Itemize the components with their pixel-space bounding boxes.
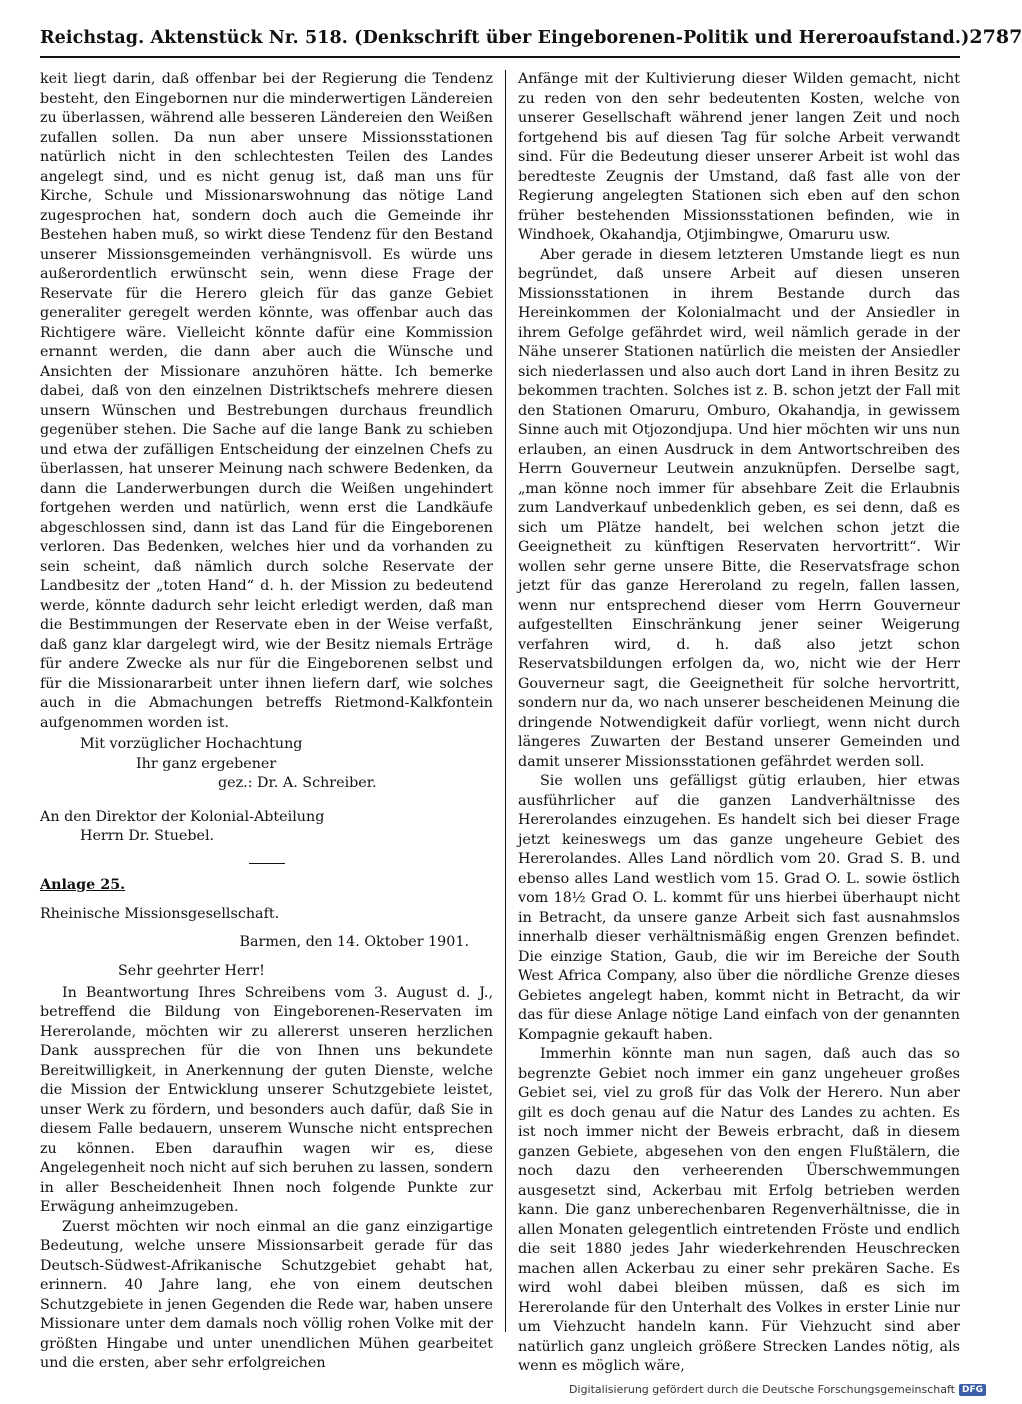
left-paragraph-1: keit liegt darin, daß offenbar bei der Regierung die Tendenz besteht, den Eingebornen nur die minderwertigen Ländereien zu überlassen, während alle besseren Ländereien den Weißen zufallen sollen. Da nun aber unsere Missionsstationen natürlich nicht in den schlechtesten Teilen des Landes angelegt sind, und es nicht genug ist, daß man uns für Kirche, Schule und Missionarswohnung das nötige Land zugesprochen hat, sondern doch auch die Gemeinde ihr Bestehen haben muß, so wirkt diese Tendenz für den Bestand unserer Missionsgemeinden verhängnisvoll. Es würde uns außerordentlich erwünscht sein, wenn diese Frage der Reservate für die Herero gleich für das ganze Gebiet generaliter geregelt werden könnte, was offenbar auch das Richtigere wäre. Vielleicht könnte dafür eine Kommission ernannt werden, die dann aber auch die Wünsche und Ansichten der Missionare anzuhören hätte. Ich bemerke dabei, daß von den einzelnen Distriktschefs mehrere diesen unsern Wünschen und Bestrebungen durchaus freundlich gegenüber stehen. Die Sache auf die lange Bank zu schieben und etwa der zufälligen Entscheidung der einzelnen Chefs zu überlassen, hat unserer Meinung nach schwere Bedenken, da dann die Landerwerbungen durch die Weißen ungehindert fortgehen werden und natürlich, wenn erst die Landkäufe abgeschlossen sind, dann ist das Land für die Eingeborenen verloren. Das Bedenken, welches hier und da vorhanden zu sein scheint, daß nämlich durch solche Reservate der Landbesitz der „toten Hand“ d. h. der Mission zu bedeutend werde, könnte dadurch sehr leicht erledigt werden, daß man die Bestimmungen der Reservate eben in der Weise verfaßt, daß ganz klar dargelegt wird, wie der Besitz niemals Erträge für andere Zwecke als nur für die Eingeborenen selbst und für die Missionararbeit unter ihnen liefern darf, wie solches auch in die Abmachungen betreffs Rietmond-Kalkfontein aufgenommen worden ist.: [40, 71, 493, 731]
letter-closing: [40, 735, 493, 794]
page-number: 2787: [969, 26, 1022, 48]
right-column: [506, 70, 960, 1374]
closing-greeting: Mit vorzüglicher Hochachtung: [80, 736, 303, 752]
address-line-2: Herrn Dr. Stuebel.: [80, 828, 215, 844]
right-paragraph-3: Sie wollen uns gefälligst gütig erlauben, hier etwas ausführlicher auf die ganzen Landverhältnisse des Hererolandes einzugehen. Es handelt sich bei dieser Frage jetzt keineswegs um das ganze ungeheure Gebiet des Hererolandes. Alles Land nördlich vom 20. Grad S. B. und ebenso alles Land westlich vom 15. Grad O. L. sowie östlich vom 18½ Grad O. L. kommt für uns hierbei überhaupt nicht in Betracht, da unsere ganze Arbeit sich fast ausnahmslos innerhalb dieser verhältnismäßig engen Grenzen befindet. Die einzige Station, Gaub, die wir im Bereiche der South West Africa Company, also über die nördliche Grenze dieses Gebietes angelegt haben, kommt nicht in Betracht, da wir das für diese Anlage nötige Land einfach von der genannten Kompagnie gekauft haben.: [518, 773, 960, 1043]
closing-signature: gez.: Dr. A. Schreiber.: [218, 775, 377, 791]
dfg-logo-icon: DFG: [959, 1384, 986, 1396]
left-column: [40, 70, 505, 1371]
left-paragraph-3: Zuerst möchten wir noch einmal an die ganz einzigartige Bedeutung, welche unsere Missionsarbeit gerade für das Deutsch-Südwest-Afrikanische Schutzgebiet gehabt hat, erinnern. 40 Jahre lang, ehe von einem deutschen Schutzgebiete in jenen Gegenden die Rede war, haben unsere Missionare unter dem damals noch völlig rohen Volke mit der größten Hingabe und unter unendlichen Mühen gearbeitet und die ersten, aber sehr erfolgreichen: [40, 1218, 493, 1371]
page-footer: [569, 1383, 986, 1396]
section-rule: [249, 863, 285, 864]
right-paragraph-4: Immerhin könnte man nun sagen, daß auch das so begrenzte Gebiet noch immer ein ganz ungeheuer großes Gebiet sei, viel zu groß für das Volk der Herero. Nun aber gilt es doch genau auf die Natur des Landes zu achten. Es ist noch immer nicht der Beweis erbracht, daß in diesem ganzen Gebiete, abgesehen von den engen Flußtälern, die noch dazu den verheerenden Überschwemmungen ausgesetzt sind, Ackerbau mit Erfolg betrieben werden kann. Die ganz unberechenbaren Regenverhältnisse, die in allen Monaten gelegentlich eintretenden Fröste und endlich die seit 1880 jedes Jahr wiederkehrenden Heuschrecken machen allen Ackerbau zu einer sehr prekären Sache. Es wird wohl dabei bleiben müssen, daß es sich im Hererolande für den Unterhalt des Volkes in erster Linie nur um Viehzucht handeln kann. Für Viehzucht sind aber natürlich ganz ungleich größere Strecken Landes nötig, als wenn es möglich wäre,: [518, 1046, 960, 1374]
annex-heading: Anlage 25.: [40, 876, 126, 893]
letter-sender: Rheinische Missionsgesellschaft.: [40, 906, 280, 922]
address-line-1: An den Direktor der Kolonial-Abteilung: [40, 808, 325, 825]
letter-salutation: Sehr geehrter Herr!: [118, 963, 265, 979]
closing-signoff: Ihr ganz ergebener: [136, 755, 277, 772]
letter-dateline: Barmen, den 14. Oktober 1901.: [239, 933, 469, 950]
two-column-body: [40, 70, 960, 1374]
right-paragraph-2: Aber gerade in diesem letzteren Umstande liegt es nun begründet, daß unsere Arbeit auf diesen unseren Missionsstationen in ihrem Bestande durch das Hereinkommen der Kolonialmacht und der Ansiedler in ihrem Gefolge gefährdet wird, weil nämlich gerade in der Nähe unserer Stationen natürlich die meisten der Ansiedler sich niederlassen und also auch dort Land in ihren Besitz zu bekommen trachten. Solches ist z. B. schon jetzt der Fall mit den Stationen Omaruru, Omburo, Okahandja, in gewissem Sinne auch mit Otjozondjupa. Und hier möchten wir uns nun erlauben, an einen Ausdruck in dem Antwortschreiben des Herrn Gouverneur Leutwein anzuknüpfen. Derselbe sagt, „man könne noch immer für absehbare Zeit die Erlaubnis zum Landverkauf unbedenklich geben, es sei denn, daß es sich um Plätze handelt, bei welchen schon jetzt die Geeignetheit zu künftigen Reservaten hervortritt“. Wir wollen sehr gerne unsere Bitte, die Reservatsfrage schon jetzt für das ganze Hereroland zu regeln, fallen lassen, wenn nur entsprechend dieser vom Herrn Gouverneur aufgestellten Einschränkung jener seiner Weigerung verfahren wird, d. h. daß also jetzt schon Reservatsbildungen erfolgen da, wo, nicht wie der Herr Gouverneur sagt, die Geeignetheit für solche hervortritt, sondern nur da, wo nach unserer bescheidenen Meinung die dringende Notwendigkeit dafür vorliegt, wenn nicht durch längeres Zuwarten der Bestand unserer Gemeinden und damit unserer Missionsstationen gefährdet werden soll.: [518, 246, 960, 770]
letter-address: [40, 808, 493, 847]
footer-credit: Digitalisierung gefördert durch die Deutsche Forschungsgemeinschaft: [569, 1383, 955, 1396]
left-paragraph-2: In Beantwortung Ihres Schreibens vom 3. August d. J., betreffend die Bildung von Eingeborenen-Reservaten im Hererolande, möchten wir zu allererst unseren herzlichen Dank aussprechen für die von Ihnen uns bekundete Bereitwilligkeit, in Anerkennung der guten Dienste, welche die Mission der Entwicklung unserer Schutzgebiete leistet, unser Werk zu fördern, und besonders auch dafür, daß Sie in diesem Falle bedauern, unserem Wunsche nicht entsprechen zu können. Eben daraufhin wagen wir es, diese Angelegenheit noch nicht auf sich beruhen zu lassen, sondern in aller Bescheidenheit Ihnen noch folgende Punkte zur Erwägung anheimzugeben.: [40, 984, 493, 1215]
page-header: [40, 26, 1022, 58]
right-paragraph-1: Anfänge mit der Kultivierung dieser Wilden gemacht, nicht zu reden von den sehr bedeutenten Kosten, welche von unserer Gesellschaft während jener langen Zeit und noch fortgehend bis auf diesen Tag für solche Arbeit verwandt sind. Für die Bedeutung dieser unserer Arbeit ist wohl das beredteste Zeugnis der Umstand, daß fast alle von der Regierung angelegten Stationen sich eben auf den schon früher bestehenden Missionsstationen befinden, wie in Windhoek, Okahandja, Otjimbingwe, Omaruru usw.: [518, 71, 960, 243]
running-title: Reichstag. Aktenstück Nr. 518. (Denkschrift über Eingeborenen-Politik und Hereroaufstand.): [40, 28, 970, 48]
